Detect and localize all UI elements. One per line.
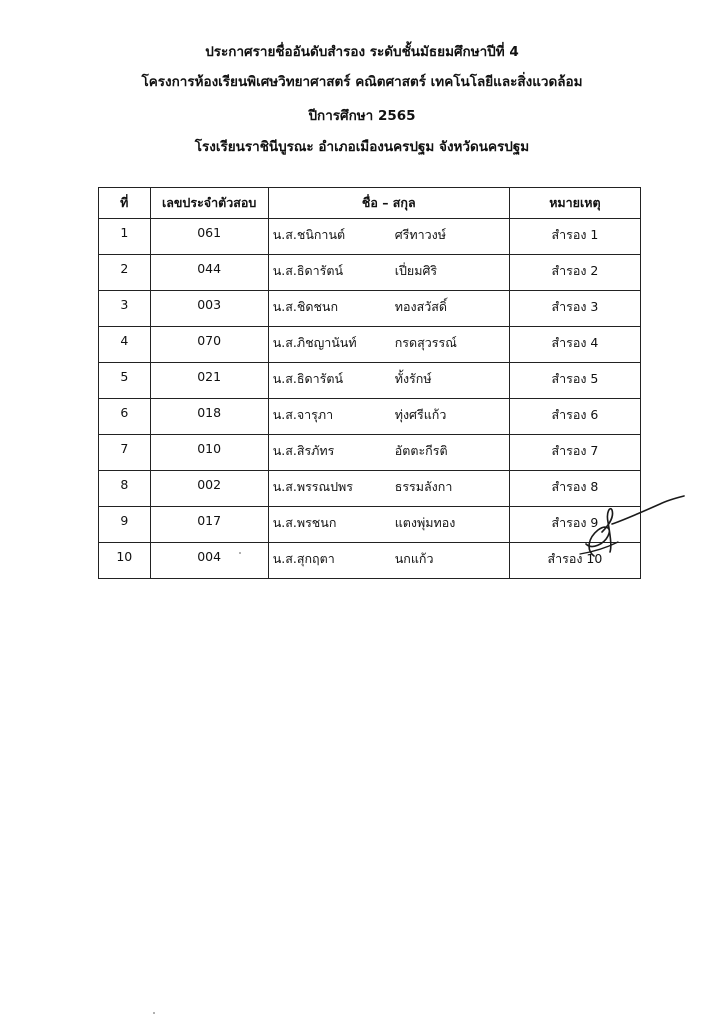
cell-name [268,471,509,507]
signature [572,494,692,564]
last-name: แตงพุ่มทอง [394,515,456,530]
cell-exam-id: 018 [150,399,268,435]
title-line-2: โครงการห้องเรียนพิเศษวิทยาศาสตร์ คณิตศาสตร์ เทคโนโลยีและสิ่งแวดล้อม [141,74,583,90]
cell-exam-id: 021 [150,363,268,399]
last-name: ศรีทาวงษ์ [394,227,446,242]
col-header-number: ที่ [99,188,151,219]
cell-number: 5 [99,363,151,399]
last-name: เปี่ยมศิริ [394,263,438,278]
cell-exam-id: 003 [150,291,268,327]
cell-remark: สำรอง 5 [509,363,640,399]
first-name: น.ส.ชิดชนก [272,299,339,314]
last-name: นกแก้ว [394,551,434,566]
cell-exam-id: 070 [150,327,268,363]
cell-number: 8 [99,471,151,507]
table-row [99,507,641,543]
last-name: อัตตะกีรติ [394,443,448,458]
last-name: กรดสุวรรณ์ [394,335,457,350]
last-name: ทั้งรักษ์ [394,371,432,386]
table-row [99,363,641,399]
table-row [99,291,641,327]
first-name: น.ส.สุกฤตา [272,551,335,566]
cell-exam-id: 004 [150,543,268,579]
cell-remark: สำรอง 6 [509,399,640,435]
table-row [99,471,641,507]
col-header-remark: หมายเหตุ [509,188,640,219]
cell-exam-id: 010 [150,435,268,471]
table-row [99,327,641,363]
cell-number: 10 [99,543,151,579]
cell-remark: สำรอง 9 [509,507,640,543]
cell-name [268,507,509,543]
cell-name [268,219,509,255]
cell-remark: สำรอง 7 [509,435,640,471]
first-name: น.ส.ธิดารัตน์ [272,263,343,278]
first-name: น.ส.ชนิกานต์ [272,227,346,242]
cell-name [268,435,509,471]
cell-exam-id: 017 [150,507,268,543]
table-row [99,255,641,291]
first-name: น.ส.ธิดารัตน์ [272,371,343,386]
cell-number: 3 [99,291,151,327]
table-row [99,399,641,435]
col-header-name: ชื่อ – สกุล [268,188,509,219]
cell-exam-id: 044 [150,255,268,291]
first-name: น.ส.สิรภัทร [272,443,335,458]
cell-number: 1 [99,219,151,255]
cell-number: 2 [99,255,151,291]
cell-exam-id: 002 [150,471,268,507]
cell-remark: สำรอง 8 [509,471,640,507]
cell-exam-id: 061 [150,219,268,255]
title-line-3: ปีการศึกษา 2565 [308,108,416,124]
scan-speck [239,552,241,554]
first-name: น.ส.พรชนก [272,515,337,530]
table-row [99,435,641,471]
cell-number: 4 [99,327,151,363]
cell-number: 9 [99,507,151,543]
cell-remark: สำรอง 1 [509,219,640,255]
cell-number: 7 [99,435,151,471]
scan-speck [153,1012,155,1014]
cell-remark: สำรอง 4 [509,327,640,363]
title-line-4: โรงเรียนราชินีบูรณะ อำเภอเมืองนครปฐม จังหวัดนครปฐม [194,139,530,155]
cell-name [268,363,509,399]
cell-remark: สำรอง 2 [509,255,640,291]
last-name: ธรรมลังกา [394,479,453,494]
cell-number: 6 [99,399,151,435]
cell-name [268,399,509,435]
cell-name [268,291,509,327]
cell-name [268,327,509,363]
first-name: น.ส.ภิชญานันท์ [272,335,357,350]
table-header-row [99,188,641,219]
cell-name [268,543,509,579]
table-row [99,219,641,255]
first-name: น.ส.พรรณปพร [272,479,353,494]
title-line-1: ประกาศรายชื่ออันดับสำรอง ระดับชั้นมัธยมศึกษาปีที่ 4 [205,44,519,60]
cell-remark: สำรอง 10 [509,543,640,579]
last-name: ทุ่งศรีแก้ว [394,407,447,422]
col-header-exam-id: เลขประจำตัวสอบ [150,188,268,219]
reserve-list-table [98,187,641,579]
last-name: ทองสวัสดิ์ [394,299,447,314]
cell-name [268,255,509,291]
table-row [99,543,641,579]
cell-remark: สำรอง 3 [509,291,640,327]
first-name: น.ส.จารุภา [272,407,334,422]
